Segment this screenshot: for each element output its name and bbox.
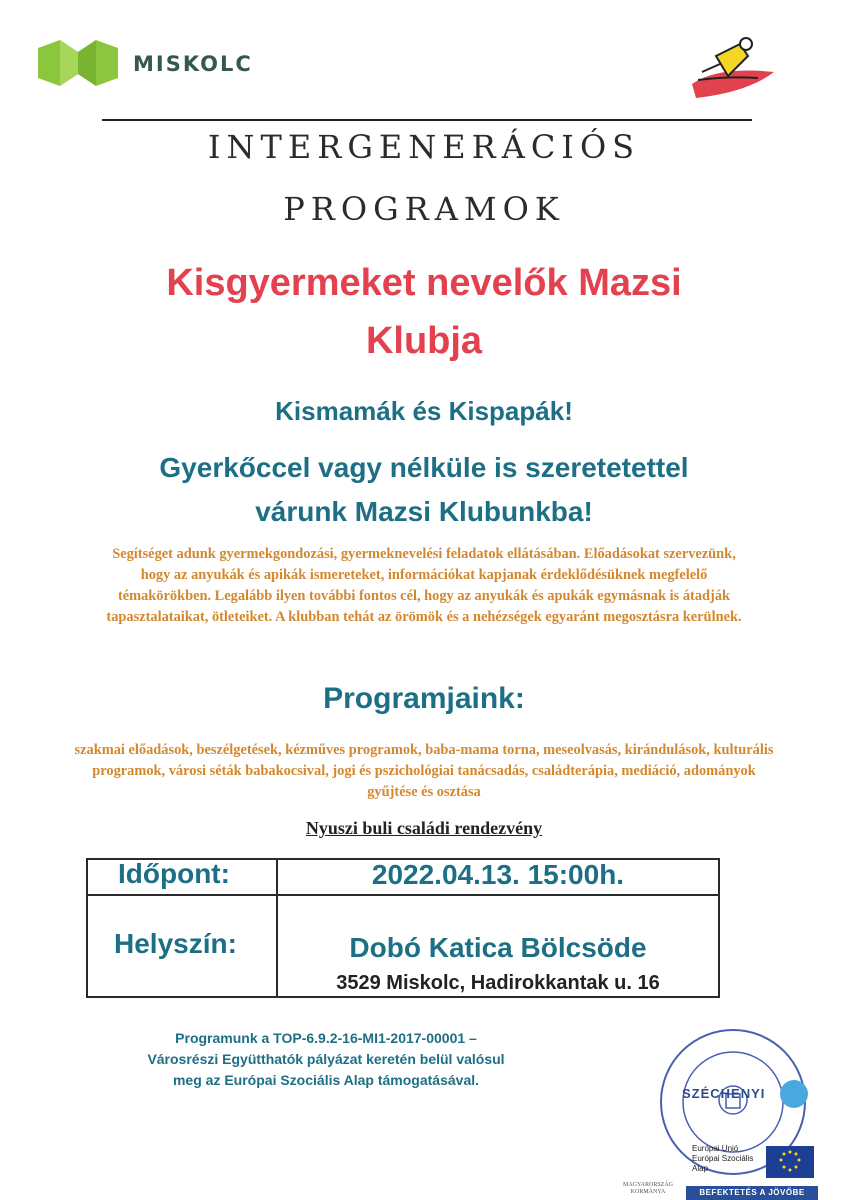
funding-line3: meg az Európai Szociális Alap támogatásával. xyxy=(172,1072,480,1088)
header-divider xyxy=(102,119,752,121)
funding-line1: Programunk a TOP-6.9.2-16-MI1-2017-00001 – xyxy=(175,1030,477,1046)
invite-line1: Gyerkőccel vagy nélküle is szeretetettel xyxy=(159,452,689,483)
programs-heading: Programjaink: xyxy=(323,682,525,715)
table-divider-horizontal xyxy=(88,894,718,896)
time-label: Időpont: xyxy=(118,858,230,889)
greeting: Kismamák és Kispapák! xyxy=(275,396,573,426)
page-title-line2: PROGRAMOK xyxy=(283,190,565,228)
eu-line1: Európai Unió xyxy=(692,1144,739,1153)
mascot-icon xyxy=(688,36,778,100)
eu-line3: Alap xyxy=(692,1164,709,1173)
programs-list: szakmai előadások, beszélgetések, kézműves programok, baba-mama torna, meseolvasás, kirándulások, kulturális programok, városi séták babakocsival, jogi és pszichológiai tanácsadás, családterápia, mediáció, adományok gyűjtése és osztása xyxy=(74,742,774,800)
eu-text xyxy=(692,1144,753,1174)
eu-flag-icon xyxy=(766,1146,814,1178)
funding-line2: Városrészi Együtthatók pályázat keretén belül valósul xyxy=(147,1051,505,1067)
miskolc-logo-icon xyxy=(38,40,118,86)
page-title-line1: INTERGENERÁCIÓS xyxy=(207,128,641,166)
szechenyi-label: SZÉCHENYI xyxy=(682,1086,766,1101)
info-table xyxy=(86,858,720,998)
eu-slogan-bar: BEFEKTETÉS A JÖVŐBE xyxy=(686,1186,818,1200)
invite-line2: várunk Mazsi Klubunkba! xyxy=(255,496,593,527)
time-value: 2022.04.13. 15:00h. xyxy=(371,859,625,890)
funding-note xyxy=(56,1028,596,1091)
event-title: Nyuszi buli családi rendezvény xyxy=(305,818,543,838)
club-name-line2: Klubja xyxy=(365,320,483,362)
eu-line2: Európai Szociális xyxy=(692,1154,754,1163)
club-name-line1: Kisgyermeket nevelők Mazsi xyxy=(166,262,682,304)
logo-text: MISKOLC xyxy=(133,52,253,76)
place-label: Helyszín: xyxy=(114,928,237,959)
place-value: Dobó Katica Bölcsöde xyxy=(349,932,647,963)
place-address: 3529 Miskolc, Hadirokkantak u. 16 xyxy=(336,972,660,994)
description-paragraph: Segítséget adunk gyermekgondozási, gyermeknevelési feladatok ellátásában. Előadásokat szervezünk, hogy az anyukák és apikák ismereteket, információkat kapjanak érdeklődésüknek megfelelő témakörökben. Legalább ilyen további fontos cél, hogy az anyukák és apukák egymásnak is átadják tapasztalataikat, ötleteiket. A klubban tehát az örömök és a nehézségek egyaránt megosztásra kerülnek. xyxy=(106,546,742,625)
government-label: MAGYARORSZÁG KORMÁNYA xyxy=(622,1182,673,1195)
